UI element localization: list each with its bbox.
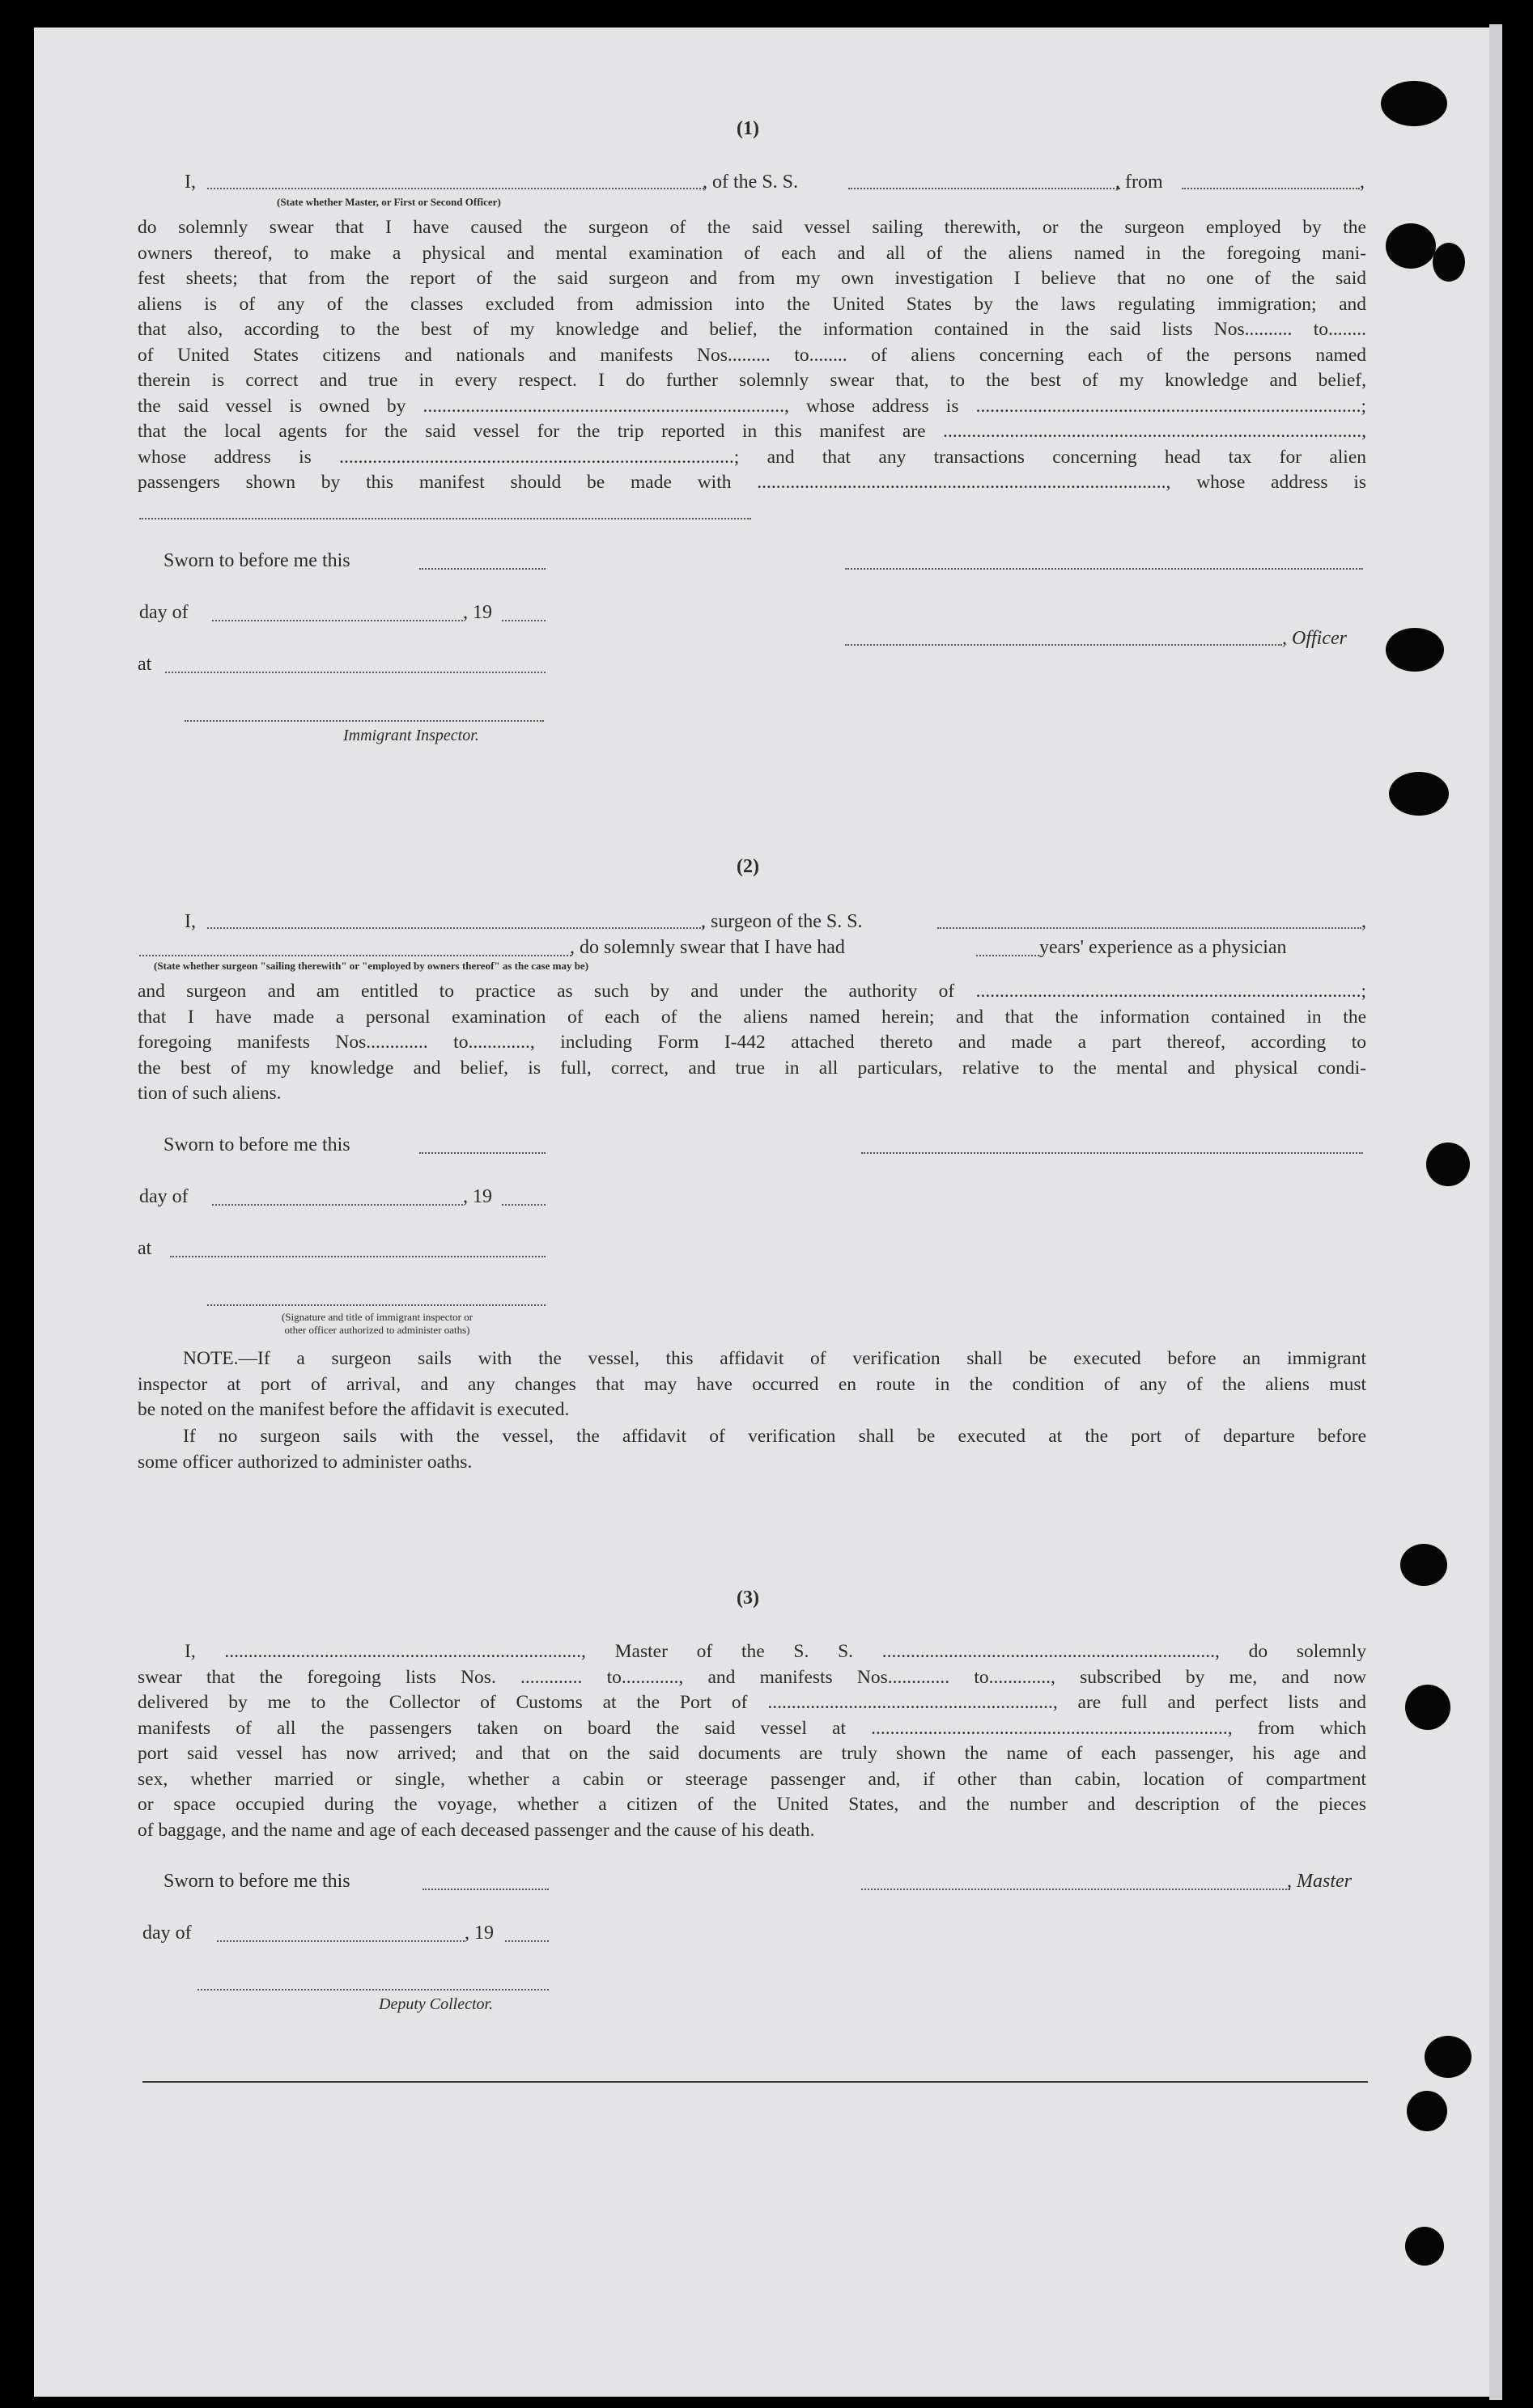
inspector-label: Immigrant Inspector.	[343, 727, 479, 744]
month-field[interactable]	[217, 1940, 465, 1942]
year-label: , 19	[463, 1186, 492, 1207]
at-place-field[interactable]	[170, 1256, 546, 1257]
page-edge	[1489, 24, 1502, 2400]
oath-line: of United States citizens and nationals and manifests Nos......... to........ of aliens concerning each of the persons named	[138, 344, 1366, 366]
surgeon-vessel-field[interactable]	[937, 927, 1361, 929]
surgeon-of-label: , surgeon of the S. S.	[701, 911, 863, 932]
oath-line: the said vessel is owned by ............................................................................, whose address is .................................................................................;	[138, 395, 1366, 417]
punch-hole	[1407, 2091, 1447, 2131]
inspector-signature-field[interactable]	[207, 1304, 546, 1306]
section-2-i: I,	[185, 911, 196, 932]
year-field[interactable]	[505, 1940, 549, 1942]
oath-line: do solemnly swear that I have caused the surgeon of the said vessel sailing therewith, or the surgeon employed by the	[138, 217, 1366, 238]
officer-name-field[interactable]	[207, 188, 704, 189]
oath-line: port said vessel has now arrived; and that on the said documents are truly shown the name of each passenger, his age and	[138, 1743, 1366, 1764]
punch-hole	[1425, 2036, 1471, 2078]
sworn-date-field[interactable]	[423, 1889, 549, 1890]
punch-hole	[1386, 628, 1444, 672]
from-port-field[interactable]	[1182, 188, 1360, 189]
year-label: , 19	[463, 602, 492, 623]
swear-label: , do solemnly swear that I have had	[570, 937, 845, 958]
note-line: NOTE.—If a surgeon sails with the vessel, this affidavit of verification shall be executed before an immigrant	[183, 1348, 1366, 1369]
sworn-label: Sworn to before me this	[163, 550, 350, 571]
oath-line: that also, according to the best of my knowledge and belief, the information contained in the said lists Nos.......... to........	[138, 319, 1366, 340]
deputy-signature-field[interactable]	[197, 1989, 549, 1990]
oath-line: or space occupied during the voyage, whether a citizen of the United States, and the number and description of the pieces	[138, 1794, 1366, 1815]
section-1-oath-text	[138, 215, 1366, 496]
years-field[interactable]	[976, 955, 1039, 956]
section-3-oath-text	[138, 1639, 1366, 1843]
note-line: some officer authorized to administer oaths.	[138, 1451, 473, 1473]
punch-hole	[1405, 1685, 1450, 1730]
oath-line: that I have made a personal examination of each of the aliens named herein; and that the information contained in the	[138, 1006, 1366, 1028]
note-text	[138, 1346, 1366, 1423]
day-of-label: day of	[142, 1923, 192, 1944]
officer-title-field[interactable]	[845, 644, 1282, 646]
section-1-number: (1)	[737, 118, 759, 139]
bottom-rule	[142, 2081, 1368, 2083]
punch-hole	[1389, 772, 1449, 816]
oath-line: the best of my knowledge and belief, is full, correct, and true in all particulars, relative to the mental and physical condi-	[138, 1057, 1366, 1079]
of-the-ss-label: , of the S. S.	[703, 172, 799, 193]
sworn-label: Sworn to before me this	[163, 1871, 350, 1892]
address-field[interactable]	[139, 518, 751, 519]
surgeon-signature-field[interactable]	[861, 1152, 1363, 1154]
oath-line: of baggage, and the name and age of each deceased passenger and the cause of his death.	[138, 1819, 815, 1841]
at-label: at	[138, 1238, 152, 1259]
section-2-oath-text	[138, 979, 1366, 1107]
master-signature-field[interactable]	[861, 1889, 1290, 1890]
oath-line: and surgeon and am entitled to practice as such by and under the authority of .................................................................................;	[138, 981, 1366, 1002]
oath-line: that the local agents for the said vessel for the trip reported in this manifest are ........................................................................................,	[138, 421, 1366, 442]
section-1-i: I,	[185, 172, 196, 193]
oath-line: swear that the foregoing lists Nos. ............. to............, and manifests Nos............. to............., subscribed by me, and now	[138, 1666, 1366, 1688]
punch-hole	[1400, 1544, 1447, 1586]
surgeon-name-field[interactable]	[207, 927, 704, 929]
oath-line: foregoing manifests Nos............. to............., including Form I-442 attached thereto and made a part thereof, according to	[138, 1032, 1366, 1053]
oath-line: passengers shown by this manifest should be made with ......................................................................................, whose address is	[138, 472, 1366, 493]
vessel-name-field[interactable]	[848, 188, 1120, 189]
month-field[interactable]	[212, 1204, 463, 1206]
punch-hole	[1386, 223, 1436, 269]
years-label: years' experience as a physician	[1039, 937, 1287, 958]
oath-line: aliens is of any of the classes excluded from admission into the United States by the laws regulating immigration; and	[138, 293, 1366, 315]
officer-note: (State whether Master, or First or Second Officer)	[277, 196, 501, 208]
month-field[interactable]	[212, 620, 463, 621]
deputy-label: Deputy Collector.	[379, 1995, 494, 2013]
oath-line: manifests of all the passengers taken on board the said vessel at ..........................................................................., from which	[138, 1717, 1366, 1739]
master-label: , Master	[1287, 1871, 1352, 1892]
day-of-label: day of	[139, 602, 189, 623]
oath-line: I, ..........................................................................., Master of the S. S. ......................................................................, do solemnly	[185, 1641, 1366, 1662]
punch-hole	[1433, 243, 1465, 282]
officer-label: , Officer	[1282, 628, 1347, 649]
sworn-label: Sworn to before me this	[163, 1134, 350, 1155]
oath-line: tion of such aliens.	[138, 1083, 282, 1104]
oath-line: therein is correct and true in every respect. I do further solemnly swear that, to the best of my knowledge and belief,	[138, 370, 1366, 391]
signature-note-1: (Signature and title of immigrant inspector or	[281, 1311, 473, 1323]
punch-hole	[1426, 1143, 1470, 1186]
oath-line: sex, whether married or single, whether a cabin or steerage passenger and, if other than cabin, location of compartment	[138, 1768, 1366, 1790]
punch-hole	[1381, 81, 1447, 126]
at-place-field[interactable]	[165, 672, 546, 673]
year-field[interactable]	[502, 1204, 546, 1206]
oath-line: whose address is ...................................................................................; and that any transactions concerning head tax for alien	[138, 446, 1366, 468]
punch-hole	[1405, 2227, 1444, 2266]
year-field[interactable]	[502, 620, 546, 621]
note-line: be noted on the manifest before the affidavit is executed.	[138, 1399, 570, 1420]
note-2-text	[138, 1424, 1366, 1475]
inspector-signature-field[interactable]	[185, 720, 544, 722]
at-label: at	[138, 654, 152, 675]
section-3-number: (3)	[737, 1588, 759, 1609]
year-label: , 19	[465, 1923, 494, 1944]
surgeon-status-field[interactable]	[139, 955, 571, 956]
oath-line: owners thereof, to make a physical and mental examination of each and all of the aliens named in the foregoing mani-	[138, 242, 1366, 264]
oath-line: fest sheets; that from the report of the said surgeon and from my own investigation I believe that no one of the said	[138, 268, 1366, 289]
signature-note-2: other officer authorized to administer oaths)	[284, 1324, 470, 1336]
line-end: ,	[1360, 172, 1365, 193]
note-line: inspector at port of arrival, and any changes that may have occurred en route in the condition of any of the aliens must	[138, 1373, 1366, 1395]
oath-line: delivered by me to the Collector of Customs at the Port of ............................................................, are full and perfect lists and	[138, 1692, 1366, 1713]
sworn-date-field[interactable]	[419, 568, 546, 570]
note-line: If no surgeon sails with the vessel, the affidavit of verification shall be executed at the port of departure before	[183, 1426, 1366, 1447]
from-label: , from	[1115, 172, 1163, 193]
day-of-label: day of	[139, 1186, 189, 1207]
section-2-number: (2)	[737, 856, 759, 877]
officer-signature-field[interactable]	[845, 568, 1363, 570]
line-end: ,	[1361, 911, 1366, 932]
surgeon-note: (State whether surgeon "sailing therewith" or "employed by owners thereof" as the case may be)	[154, 960, 589, 972]
sworn-date-field[interactable]	[419, 1152, 546, 1154]
